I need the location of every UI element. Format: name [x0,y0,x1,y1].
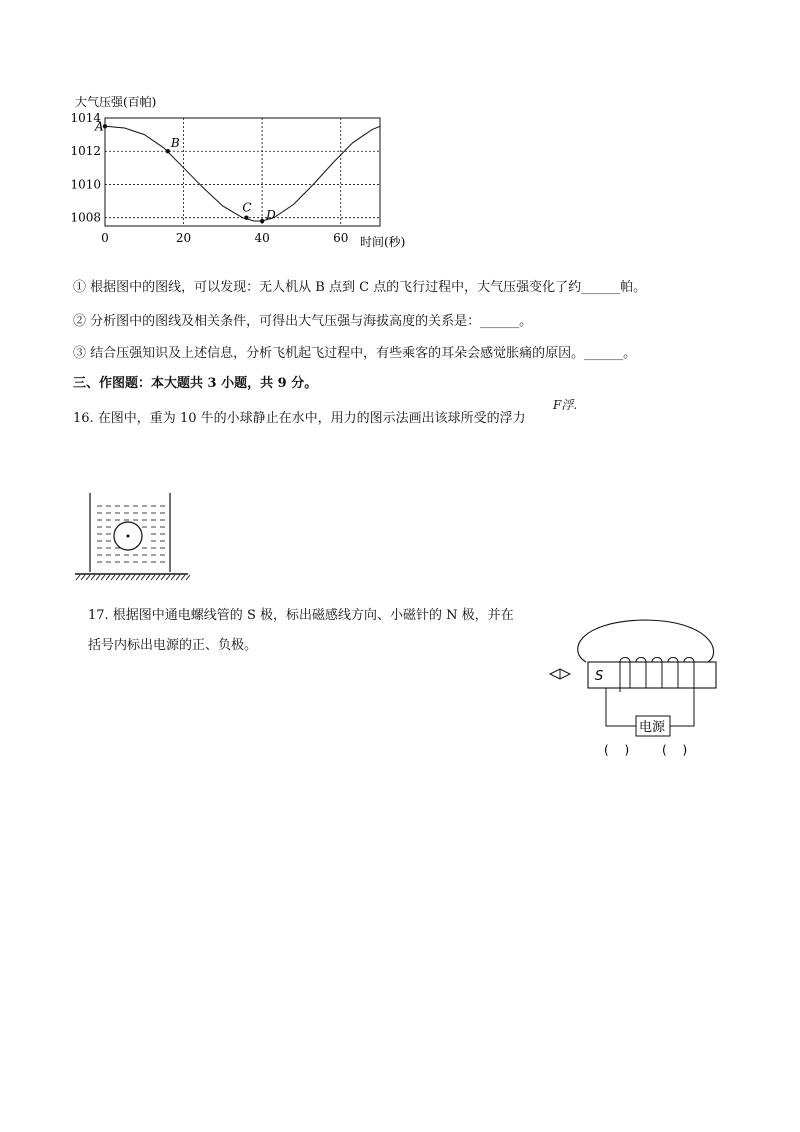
point-label-a: A [95,119,104,134]
y-tick-label: 1012 [70,144,101,159]
question-16: 16. 在图中，重为 10 牛的小球静止在水中，用力的图示法画出该球所受的浮力 [73,411,526,426]
point-d [260,219,264,223]
buoyancy-symbol: F浮. [553,398,578,412]
solenoid-figure [548,612,738,762]
x-tick-label: 0 [101,231,109,245]
bracket-right: ( ) [662,743,688,757]
y-tick-label: 1010 [70,177,101,192]
point-label-c: C [242,200,252,215]
pressure-chart [60,88,406,258]
question-17-line-2: 括号内标出电源的正、负极。 [88,638,258,653]
question-17-line-1: 17. 根据图中通电螺线管的 S 极，标出磁感线方向、小磁针的 N 极，并在 [88,608,514,623]
bracket-left: ( ) [604,743,630,757]
y-tick-label: 1008 [70,210,101,225]
compass-needle-icon [550,669,570,679]
question-15-part-2: ② 分析图中的图线及相关条件，可得出大气压强与海拔高度的关系是：______。 [73,314,533,329]
question-15-part-1: ① 根据图中的图线，可以发现：无人机从 B 点到 C 点的飞行过程中，大气压强变化了约______帕。 [73,280,647,295]
y-axis-label: 大气压强(百帕) [75,95,157,109]
section-3-heading: 三、作图题：本大题共 3 小题，共 9 分。 [73,376,318,391]
pressure-chart-svg [60,88,406,258]
y-tick-label: 1014 [70,111,101,125]
point-label-b: B [170,136,180,151]
water-container-figure [70,488,195,583]
x-tick-label: 60 [333,231,349,245]
power-source-label: 电源 [639,720,666,735]
point-c [244,215,248,219]
point-b [166,149,170,153]
point-label-d: D [266,208,276,223]
solenoid-pole-label: S [595,669,604,684]
question-15-part-3: ③ 结合压强知识及上述信息，分析飞机起飞过程中，有些乘客的耳朵会感觉胀痛的原因。______。 [73,346,637,361]
x-axis-label: 时间(秒) [360,235,406,249]
x-tick-label: 40 [254,231,270,245]
x-tick-label: 20 [175,231,192,245]
